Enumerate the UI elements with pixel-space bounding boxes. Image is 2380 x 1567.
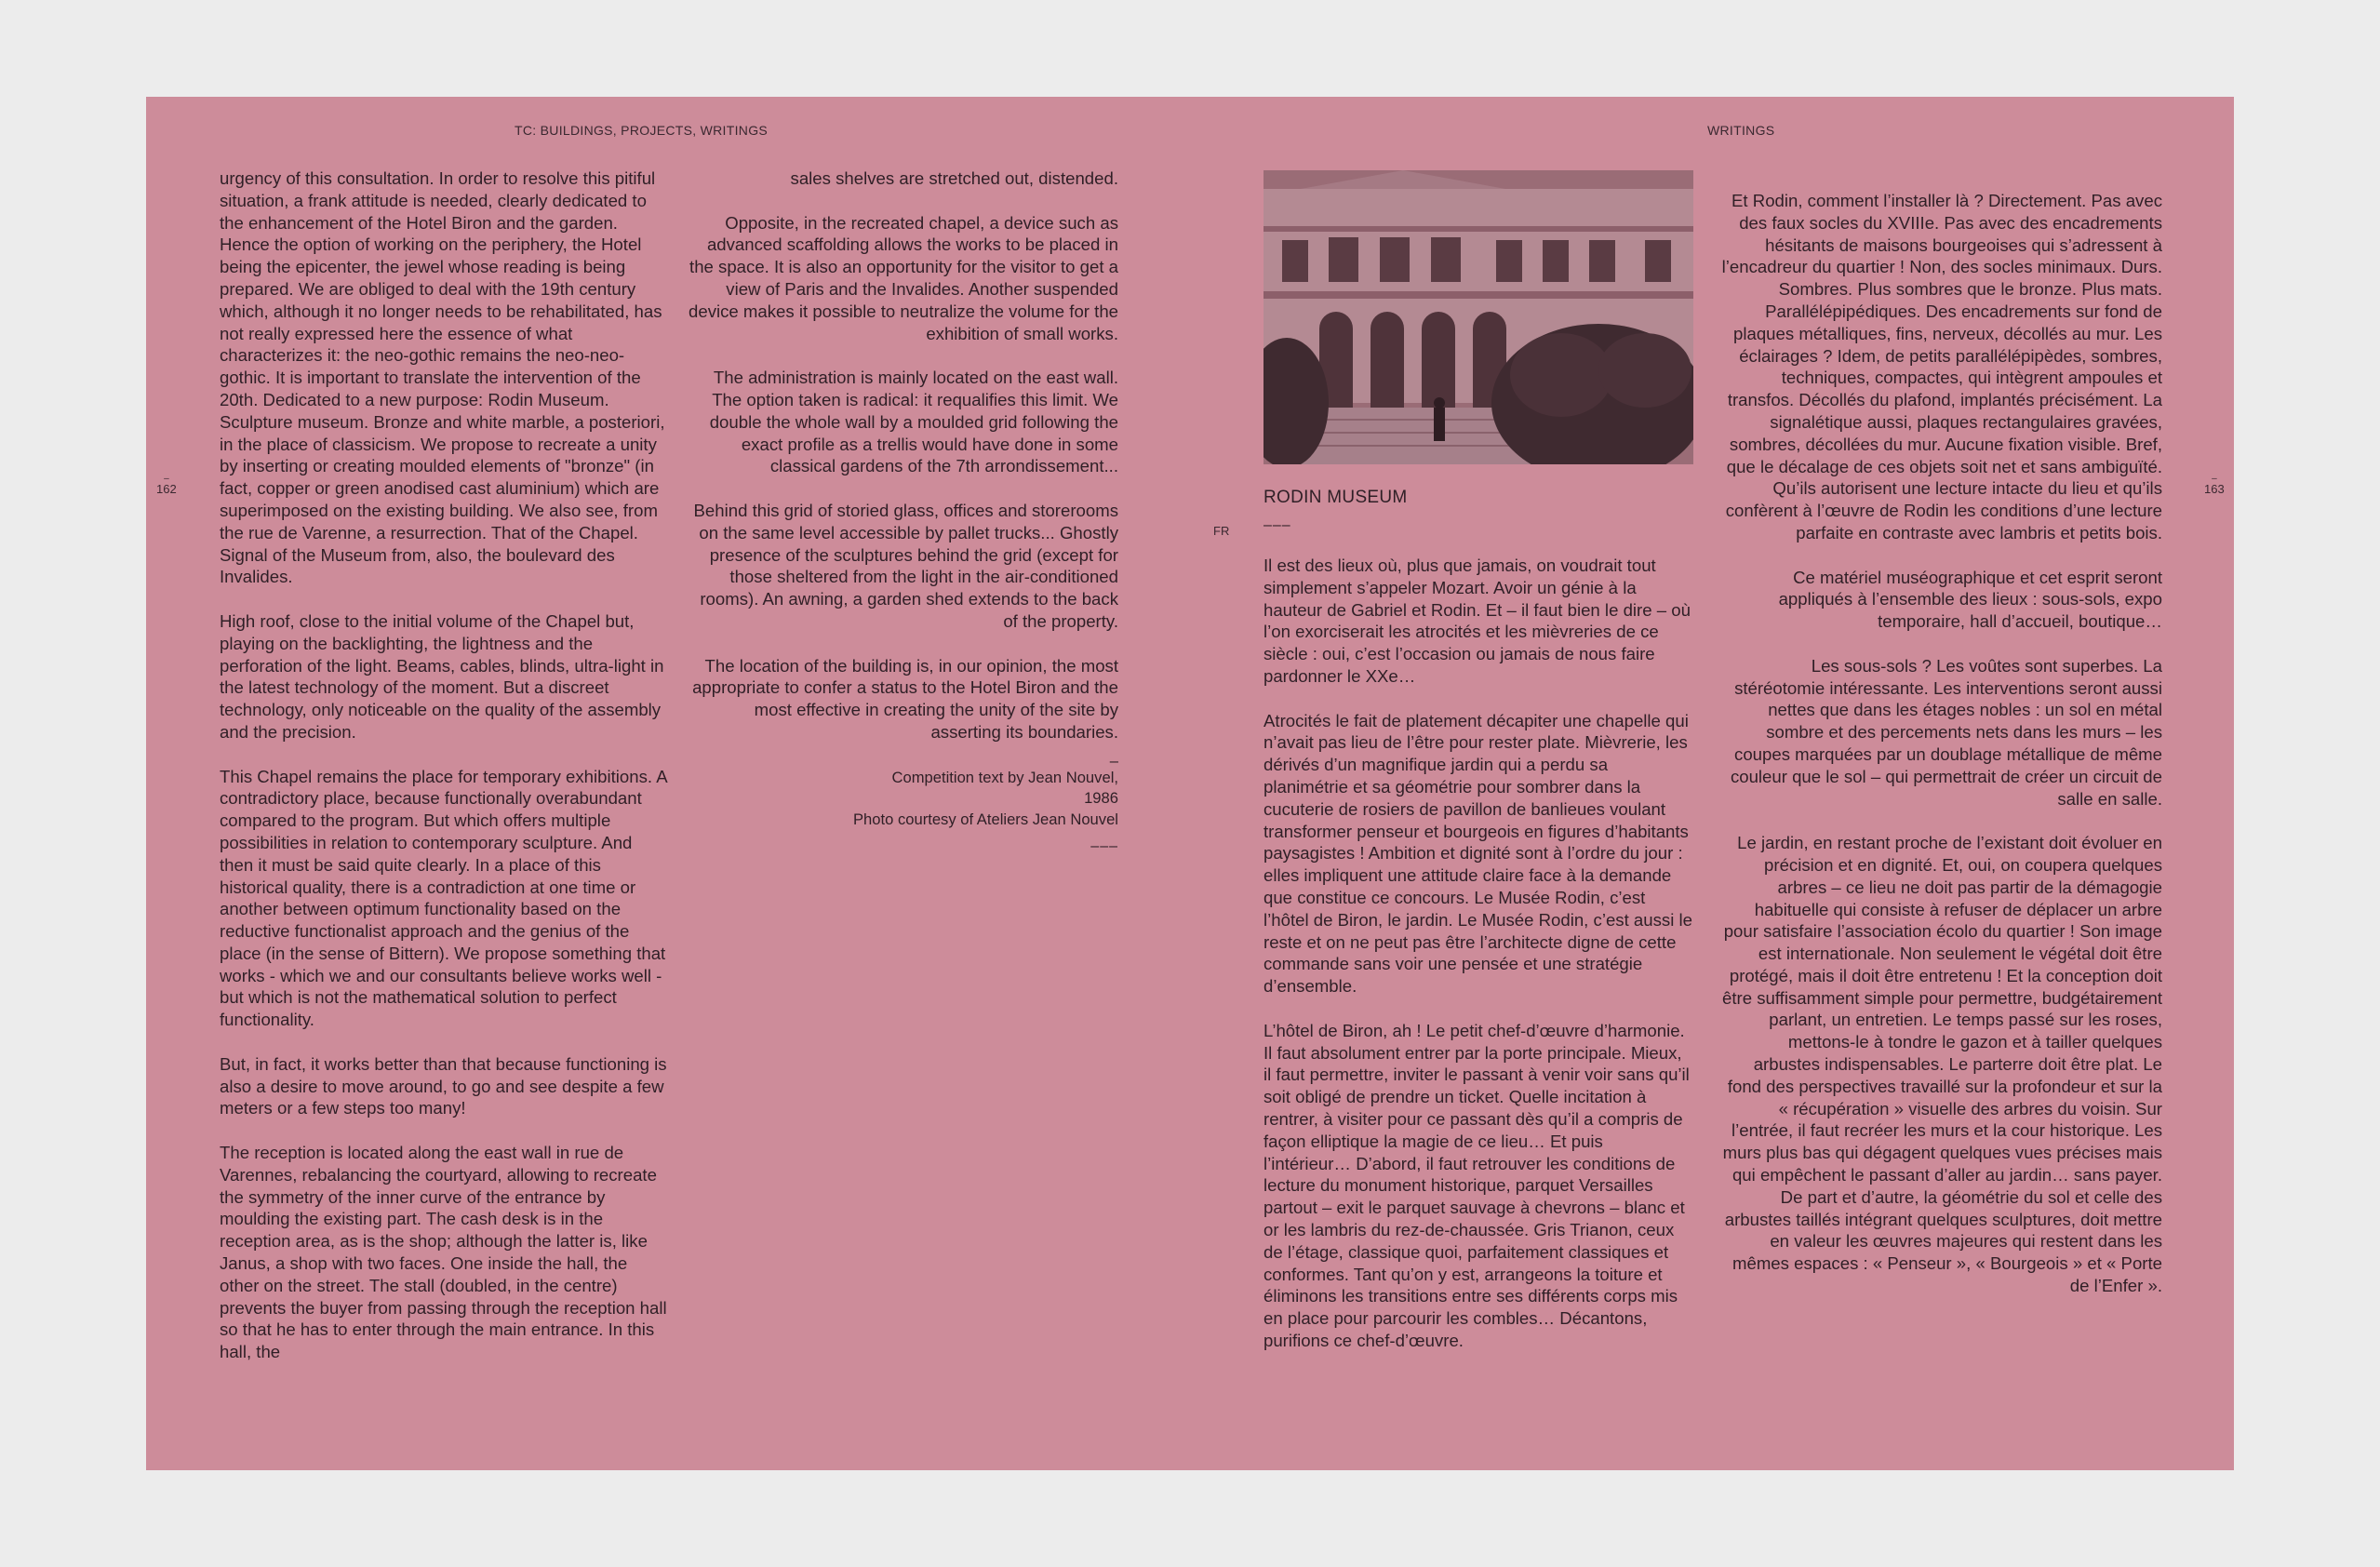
paragraph: The location of the building is, in our opinion, the most appropriate to confer a status to the Hotel Biron and the most effective in creating the unity of the site by asserting its boundaries. [692, 655, 1118, 742]
paragraph: The administration is mainly located on the east wall. The option taken is radical: it requalifies this limit. We double the whole wall by a moulded grid following the exact profile as a trellis would have done in some classical gardens of the 7th arrondissement... [709, 368, 1118, 476]
paragraph: Behind this grid of storied glass, offices and storerooms on the same level accessible by pallet trucks... Ghostly presence of the sculptures behind the grid (except for those sheltered from the light in the air-conditioned rooms). An awning, a garden shed extends to the back of the property. [693, 500, 1118, 631]
building-photo-illustration [1264, 170, 1693, 464]
folio-number: 163 [2204, 482, 2225, 496]
paragraph: urgency of this consultation. In order to resolve this pitiful situation, a frank attitude is needed, clearly dedicated to the enhancement of the Hotel Biron and the garden. Hence the option of working on the periphery, the Hotel being the epicenter, the jewel whose reading is being prepared. We are obliged to deal with the 19th century which, although it no longer needs to be rehabilitated, has not really expressed here the essence of what characterizes it: the neo-gothic remains the neo-neo-gothic. It is important to translate the intervention of the 20th. Dedicated to a new purpose: Rodin Museum. Sculpture museum. Bronze and white marble, a posteriori, in the place of classicism. We propose to recreate a unity by inserting or creating moulded elements of "bronze" (in fact, copper or green anodised cast aluminium) which are superimposed on the existing building. We also see, from the rue de Varenne, a resurrection. That of the Chapel. Signal of the Museum from, also, the boulevard des Invalides. [220, 168, 665, 587]
left-column-2 [683, 167, 1118, 858]
credit-block [683, 751, 1118, 831]
credit-dash: – [1109, 751, 1118, 770]
left-column-1 [220, 167, 668, 1363]
folio-left [156, 476, 177, 496]
paragraph: This Chapel remains the place for temporary exhibitions. A contradictory place, because functionally overabundant compared to the program. But which offers multiple possibilities in relation to contemporary sculpture. And then it must be said quite clearly. In a place of this historical quality, there is a contradiction at one time or another between optimum functionality based on the reductive functionalist approach and the genius of the place (in the sense of Bittern). We propose something that works - which we and our consultants believe works well - but which is not the mathematical solution to perfect functionality. [220, 766, 667, 1030]
paragraph: Le jardin, en restant proche de l’existant doit évoluer en précision et en dignité. Et, oui, on coupera quelques arbres – ce lieu ne doit pas partir de la démagogie habituelle qui consiste à refuser de déplacer un arbre pour satisfaire l’association écolo du quartier ! Son image est internationale. Non seulement le végétal doit être protégé, mais il doit être entretenu ! Et la conception doit être suffisamment simple pour permettre, budgétairement parlant, un entretien. Le temps passé sur les roses, mettons-le à tondre le gazon et à tailler quelques arbustes indispensables. Le parterre doit être plat. Le fond des perspectives travaillé sur la profondeur et sur la « récupération » visuelle des arbres du voisin. Sur l’entrée, il faut recréer les murs et la cour historique. Les murs plus bas qui dégagent quelques vues précises mais qui empêchent le passant d’aller au jardin… sans payer. De part et d’autre, la géométrie du sol et celle des arbustes taillés intégrant quelques sculptures, doit mettre en valeur les œuvres majeures qui restent dans les mêmes espaces : « Penseur », « Bourgeois » et « Porte de l’Enfer ». [1722, 833, 2162, 1296]
credit-year: 1986 [1084, 789, 1118, 808]
paragraph: sales shelves are stretched out, distended. [790, 168, 1118, 188]
folio-number: 162 [156, 482, 177, 496]
right-column-1 [1264, 555, 1693, 1352]
photo-credit: Photo courtesy of Ateliers Jean Nouvel [852, 810, 1118, 828]
article-title: RODIN MUSEUM [1264, 488, 1408, 507]
folio-tick: – [2212, 474, 2217, 484]
paragraph: Et Rodin, comment l’installer là ? Directement. Pas avec des faux socles du XVIIIe. Pas avec des encadrements hésitants de maisons bourgeoises qui s’adressent à l’encadreur du quartier ! Non, des socles minimaux. Durs. Sombres. Plus sombres que le bronze. Plus mats. Parallélépipédiques. Des encadrements sur fond de plaques métalliques, fins, nerveux, décollés au mur. Les éclairages ? Idem, de petits parallélépipèdes, sombres, techniques, compactes, qui intègrent ampoules et transfos. Décollés du plafond, implantés précisément. La signalétique aussi, plaques rectangulaires gravées, sombres, décollées du mur. Aucune fixation visible. Bref, que le décalage de ces objets soit net et sans ambiguïté. Qu’ils autorisent une lecture intacte du lieu et qu’ils confèrent à l’œuvre de Rodin les conditions d’une lecture parfaite en contraste avec lambris et petits bois. [1721, 191, 2162, 542]
paragraph: But, in fact, it works better than that because functioning is also a desire to move around, to go and see despite a few meters or a few steps too many! [220, 1053, 667, 1118]
paragraph: The reception is located along the east wall in rue de Varennes, rebalancing the courtyard, allowing to recreate the symmetry of the inner curve of the entrance by moulding the existing part. The cash desk is in the reception area, as is the shop; although the latter is, like Janus, a shop with two faces. One inside the hall, the other on the street. The stall (doubled, in the centre) prevents the buyer from passing through the reception hall so that he has to enter through the main entrance. In this hall, the [220, 1143, 667, 1362]
folio-right [2204, 476, 2225, 496]
paragraph: Il est des lieux où, plus que jamais, on voudrait tout simplement s’appeler Mozart. Avoir un génie à la hauteur de Gabriel et Rodin. Et – il faut bien le dire – où l’on exorciserait les atrocités et les mièvreries de ce siècle : oui, c’est l’occasion ou jamais de nous faire pardonner le XXe… [1264, 556, 1691, 686]
end-mark: ––– [1090, 838, 1118, 855]
paragraph: Atrocités le fait de platement décapiter une chapelle qui n’avait pas lieu de l’être pour rester plate. Mièvrerie, les dérivés d’un magnifique jardin qui a perdu sa planimétrie et sa géométrie pour sombrer dans la cucuterie de rosiers de pavillon de banlieues voulant transformer penseur et bourgeois en figures d’habitants paysagistes ! Ambition et dignité sont à l’ordre du jour : elles impliquent une attitude claire face à la demande que constitue ce concours. Le Musée Rodin, c’est l’hôtel de Biron, le jardin. Le Musée Rodin, c’est aussi le reste et on ne peut pas être l’architecte digne de cette commande sans voir une pensée et une stratégie d’ensemble. [1264, 710, 1692, 997]
running-head-right: WRITINGS [1707, 123, 1775, 138]
title-rule: ––– [1264, 517, 1291, 533]
running-head-left: TC: BUILDINGS, PROJECTS, WRITINGS [515, 123, 769, 138]
paragraph: Les sous-sols ? Les voûtes sont superbes. La stéréotomie intéressante. Les interventions seront aussi nettes que dans les étages nobles : un sol en métal sombre et des percements nets dans les murs – les coupes marquées par un doublage métallique de même couleur que le sol – qui permettrait de créer un circuit de salle en salle. [1730, 655, 2162, 809]
folio-tick: – [164, 474, 169, 484]
building-photo [1264, 170, 1693, 464]
paragraph: L’hôtel de Biron, ah ! Le petit chef-d’œuvre d’harmonie. Il faut absolument entrer par la porte principale. Mieux, il faut permettre, inviter le passant à venir voir sans qu’il soit obligé de prendre un ticket. Quelle incitation à rentrer, à visiter pour ce passant dès qu’il a compris de façon elliptique la magie de ce lieu… Et puis l’intérieur… D’abord, il faut retrouver les conditions de lecture du monument historique, parquet Versailles partout – exit le parquet sauvage à chevrons – blanc et or les lambris du rez-de-chaussée. Gris Trianon, ceux de l’étage, classique quoi, parfaitement classiques et conformes. Tant qu’on y est, arrangeons la toiture et éliminons les transitions entre ses différents corps mis en place pour parcourir les combles… Décantons, purifions ce chef-d’œuvre. [1264, 1020, 1690, 1350]
language-tag: FR [1213, 524, 1230, 538]
right-column-2 [1718, 190, 2162, 1297]
paragraph: High roof, close to the initial volume of the Chapel but, playing on the backlighting, the lightness and the perforation of the light. Beams, cables, blinds, ultra-light in the latest technology of the moment. But a discreet technology, only noticeable on the quality of the assembly and the precision. [220, 610, 664, 742]
paragraph: Ce matériel muséographique et cet esprit seront appliqués à l’ensemble des lieux : sous-sols, expo temporaire, hall d’accueil, boutique… [1778, 567, 2162, 632]
credit-line: Competition text by Jean Nouvel, [891, 768, 1118, 786]
paragraph: Opposite, in the recreated chapel, a device such as advanced scaffolding allows the works to be placed in the space. It is also an opportunity for the visitor to get a view of Paris and the Invalides. Another suspended device makes it possible to neutralize the volume for the exhibition of small works. [689, 212, 1118, 343]
